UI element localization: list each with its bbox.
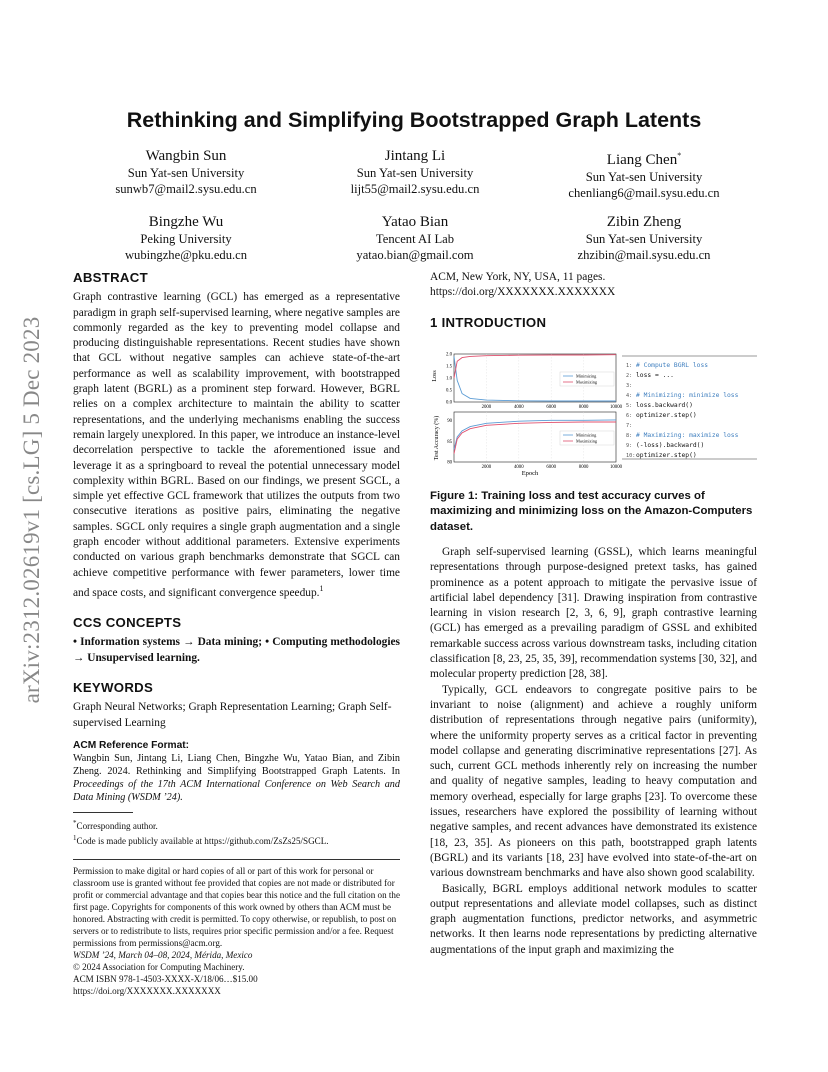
permission-divider xyxy=(73,859,400,860)
code-line-number: 8: xyxy=(626,433,633,439)
code-listing xyxy=(622,356,757,459)
x-tick-label: 8000 xyxy=(578,465,589,470)
x-tick-label: 6000 xyxy=(546,405,556,410)
code-line: optimizer.step() xyxy=(636,452,697,459)
legend-label: Maximizing xyxy=(576,438,598,444)
acm-reference: ACM Reference Format: Wangbin Sun, Jintang Li, Liang Chen, Bingzhe Wu, Yatao Bian, and Zibin Zheng. 2024. Rethinking and Simplifying Bootstrapped Graph Latents. In Proceedings of the 17th ACM International Conference on Web Search and Data Mining (WSDM ’24). xyxy=(73,739,400,804)
copyright-line: © 2024 Association for Computing Machinery. xyxy=(73,962,245,973)
footnote-mark: 1 xyxy=(319,583,324,593)
permission-block xyxy=(73,865,400,997)
author-affiliation: Sun Yat-sen University xyxy=(585,170,703,184)
y-tick-label: 0.0 xyxy=(446,400,452,406)
corresponding-mark: * xyxy=(677,151,682,160)
author-name: Bingzhe Wu xyxy=(148,214,224,230)
author-affiliation: Sun Yat-sen University xyxy=(585,232,703,246)
keywords-text: Graph Neural Networks; Graph Representation Learning; Graph Self-supervised Learning xyxy=(73,701,392,729)
permission-text: Permission to make digital or hard copies of all or part of this work for personal or classroom use is granted without fee provided that copies are not made or distributed for profit or commercial advantage and that copies bear this notice and the full citation on the first page. Copyrights for components of this work owned by others than ACM must be honored. Abstracting with credit is permitted. To copy otherwise, or republish, to post on servers or to redistribute to lists, requires prior specific permission and/or a fee. Request permissions from permissions@acm.org. xyxy=(73,866,401,949)
keywords-heading: KEYWORDS xyxy=(73,679,154,695)
conference-info: WSDM ’24, March 04–08, 2024, Mérida, Mexico xyxy=(73,950,253,961)
author xyxy=(301,212,529,263)
acm-ref-continued: ACM, New York, NY, USA, 11 pages. https://doi.org/XXXXXXX.XXXXXXX xyxy=(430,271,616,299)
author xyxy=(72,146,300,201)
author-name: Yatao Bian xyxy=(381,214,449,230)
abstract-heading: ABSTRACT xyxy=(73,270,148,285)
author xyxy=(530,146,758,201)
code-line-number: 10: xyxy=(626,453,636,459)
figure-1 xyxy=(430,346,757,477)
y-tick-label: 85 xyxy=(447,439,452,445)
x-tick-label: 2000 xyxy=(481,405,492,410)
x-tick-label: 4000 xyxy=(514,465,524,470)
code-line: optimizer.step() xyxy=(636,412,697,419)
author-name: Jintang Li xyxy=(384,148,446,164)
acm-ref-heading: ACM Reference Format: xyxy=(73,739,190,751)
code-line-number: 1: xyxy=(626,363,633,369)
y-tick-label: 80 xyxy=(447,460,452,466)
intro-paragraph: Typically, GCL endeavors to congregate positive pairs to be invariant to noise (alignment) and achieve a roughly uniform distribution of representations through negative pairs (uniformity), where the uniformity property serves as a critical factor in preventing model collapse and generating discriminative representations [27]. As such, current GCL methods inherently rely on increasing the number and quality of negative samples, leading to heavy computation and memory overhead, especially for large graphs [23]. To overcome these issues, researchers have explored the possibility of learning without negative samples, and recent advances have demonstrated its existence [18, 23, 35]. As pioneers on this path, bootstrapped graph latents (BGRL) and its variants [18, 23] have evolved into state-of-the-art on various downstream benchmarks and have also shown good scalability. xyxy=(430,683,757,880)
author-block xyxy=(72,146,758,274)
footnote-divider xyxy=(73,812,133,813)
author-name: Zibin Zheng xyxy=(606,214,682,230)
isbn-line: ACM ISBN 978-1-4503-XXXX-X/18/06…$15.00 xyxy=(73,974,258,985)
author-affiliation: Tencent AI Lab xyxy=(375,232,455,246)
x-tick-label: 6000 xyxy=(546,465,556,470)
x-tick-label: 8000 xyxy=(578,405,589,410)
code-line-number: 2: xyxy=(626,373,633,379)
author-email[interactable]: lijt55@mail2.sysu.edu.cn xyxy=(350,181,480,196)
ccs-text: • Information systems → Data mining; • Computing methodologies → Unsupervised learning. xyxy=(73,636,400,664)
introduction-body xyxy=(430,545,757,958)
author-email[interactable]: sunwb7@mail2.sysu.edu.cn xyxy=(115,181,257,196)
author-email[interactable]: chenliang6@mail.sysu.edu.cn xyxy=(568,185,720,200)
code-line: # Maximizing: maximize loss xyxy=(636,432,739,439)
abstract-text: Graph contrastive learning (GCL) has emerged as a representative paradigm in graph self-supervised learning, where negative samples are commonly regarded as the key to preventing model collapse and producing distinguishable representations. Recent studies have shown that GCL without negative samples can achieve state-of-the-art performance as well as scalability improvement, with bootstrapped graph latent (BGRL) as a prominent step forward. However, BGRL relies on a complex architecture to maintain the ability to scatter representations, and the underlying mechanisms enabling the success remain largely unexplored. In this paper, we introduce an instance-level decorrelation perspective to tackle the aforementioned issue and leverage it as a springboard to reveal the potential unnecessary model complexity within BGRL. Based on our findings, we present SGCL, a simple yet effective GCL framework that utilizes the outputs from two consecutive iterations as positive pairs, eliminating the negative samples. SGCL only requires a single graph augmentation and a single graph encoder without additional parameters. Extensive experiments conducted on various graph benchmarks demonstrate that SGCL can achieve competitive performance with fewer parameters, lower time and space costs, and significant convergence speedup.$^1$ xyxy=(73,291,400,599)
x-tick-label: 10000 xyxy=(610,465,622,470)
y-tick-label: 1.0 xyxy=(446,376,452,382)
y-tick-label: 90 xyxy=(447,418,452,424)
author-affiliation: Peking University xyxy=(140,232,232,246)
right-column-top xyxy=(430,270,757,335)
loss-axis-label: Loss xyxy=(432,370,438,382)
legend-label: Minimizing xyxy=(576,373,597,379)
accuracy-plot xyxy=(447,412,622,470)
author-affiliation: Sun Yat-sen University xyxy=(356,166,474,180)
code-line-number: 9: xyxy=(626,443,633,449)
code-line: # Compute BGRL loss xyxy=(636,362,709,369)
x-tick-label: 10000 xyxy=(610,405,622,410)
epoch-axis-label: Epoch xyxy=(521,470,539,477)
legend-label: Maximizing xyxy=(576,379,598,385)
x-tick-label: 4000 xyxy=(514,405,524,410)
left-column xyxy=(73,270,400,997)
y-tick-label: 2.0 xyxy=(446,352,452,358)
x-tick-label: 2000 xyxy=(481,465,492,470)
footnote: *Corresponding author. xyxy=(73,819,158,832)
arxiv-watermark: arXiv:2312.02619v1 [cs.LG] 5 Dec 2023 xyxy=(19,316,44,704)
author xyxy=(72,212,300,263)
author-email[interactable]: yatao.bian@gmail.com xyxy=(356,247,474,262)
author-name: Wangbin Sun xyxy=(145,148,227,164)
figure-caption: Figure 1: Training loss and test accuracy curves of maximizing and minimizing loss on the Amazon-Computers dataset. xyxy=(430,490,753,533)
accuracy-axis-label: Test Accuracy (%) xyxy=(434,415,440,461)
y-tick-label: 0.5 xyxy=(446,388,452,394)
code-line-number: 3: xyxy=(626,383,633,389)
author-name: Liang Chen xyxy=(606,152,678,168)
legend-label: Minimizing xyxy=(576,432,597,438)
code-line: # Minimizing: minimize loss xyxy=(636,392,739,399)
author xyxy=(530,212,758,263)
author-email[interactable]: zhzibin@mail.sysu.edu.cn xyxy=(577,247,711,262)
code-line: loss = ... xyxy=(636,372,674,379)
code-line-number: 4: xyxy=(626,393,633,399)
intro-paragraph: Basically, BGRL employs additional network modules to scatter output representations and alleviate model collapses, such as distinct graph augmentation functions, predictor networks, and asymmetric networks. It then learns node representations by predicting alternative augmentations of the input graph and maximizing the xyxy=(430,882,757,956)
intro-paragraph: Graph self-supervised learning (GSSL), which learns meaningful representations through purpose-designed pretext tasks, has gained prominence as a potent approach to mitigate the pervasive issue of artificial label dependency [31]. Drawing inspiration from contrastive learning in vision research [2, 3, 6, 9], graph contrastive learning (GCL) has emerged as a prevailing paradigm of GSSL and exhibited remarkable success across various downstream tasks, including citation classification [8, 23, 25, 35, 39], recommendation systems [30, 32], and molecular property prediction [28, 38]. xyxy=(430,546,757,681)
footnote: $^1$Code is made publicly available at https://github.com/ZsZs25/SGCL. xyxy=(73,834,329,847)
author-affiliation: Sun Yat-sen University xyxy=(127,166,245,180)
code-line-number: 6: xyxy=(626,413,633,419)
code-line-number: 5: xyxy=(626,403,633,409)
ccs-heading: CCS CONCEPTS xyxy=(73,615,182,631)
introduction-heading: 1 INTRODUCTION xyxy=(430,314,547,330)
author xyxy=(301,146,529,201)
y-tick-label: 1.5 xyxy=(446,364,452,370)
loss-plot xyxy=(446,353,623,410)
author-email[interactable]: wubingzhe@pku.edu.cn xyxy=(124,247,248,262)
code-line: (-loss).backward() xyxy=(636,442,705,449)
code-line: loss.backward() xyxy=(636,402,693,409)
code-line-number: 7: xyxy=(626,423,633,429)
doi-link[interactable]: https://doi.org/XXXXXXX.XXXXXXX xyxy=(73,986,221,997)
paper-title: Rethinking and Simplifying Bootstrapped Graph Latents xyxy=(126,108,702,132)
acm-ref-venue: Proceedings of the 17th ACM International Conference on Web Search and Data Mining (WSDM ’24). xyxy=(73,779,400,804)
